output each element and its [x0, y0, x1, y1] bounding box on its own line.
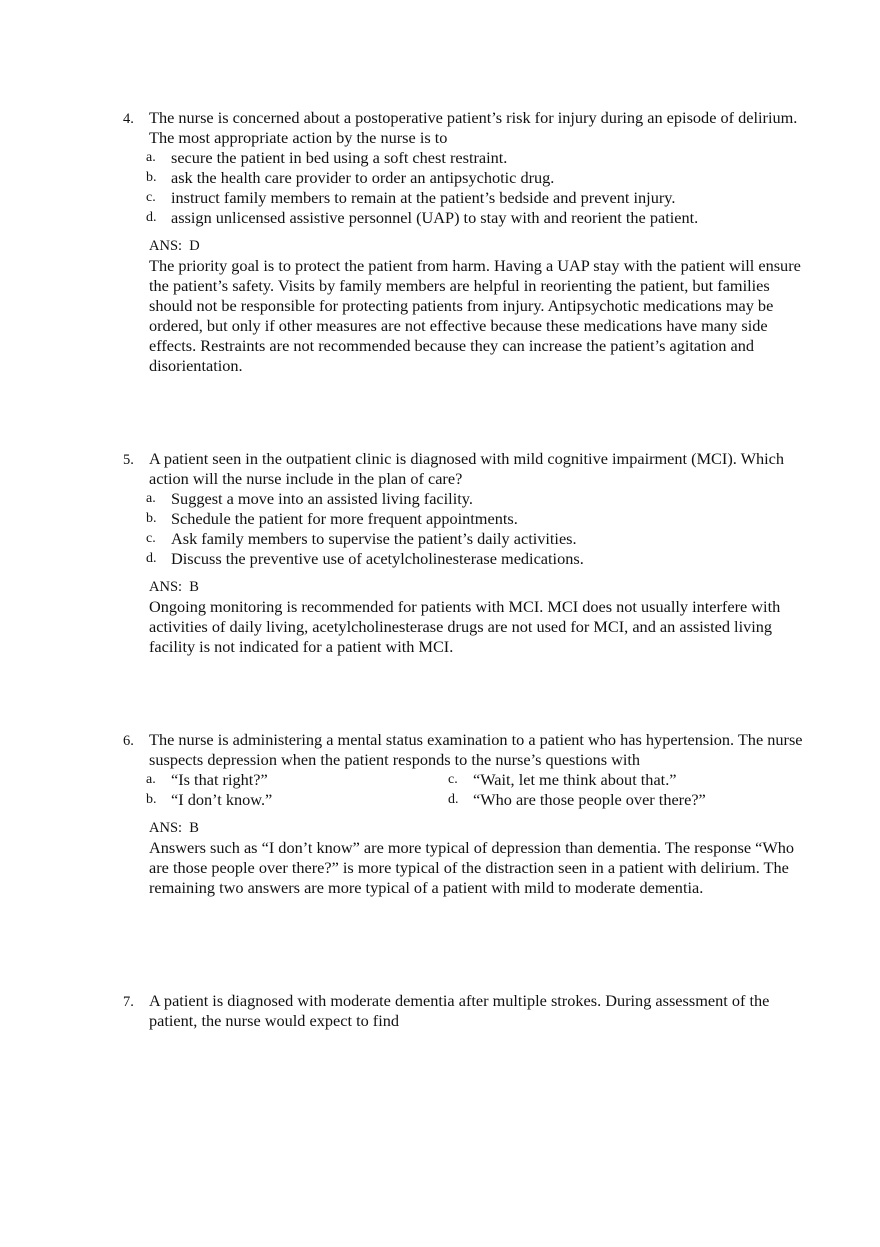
question-6 [0, 730, 880, 898]
option-text: “I don’t know.” [171, 790, 273, 809]
option-letter: a. [146, 772, 156, 787]
question-text: The nurse is administering a mental status examination to a patient who has hypertension. The nurse suspects depression when the patient responds to the nurse’s questions with [149, 730, 803, 769]
option-text: secure the patient in bed using a soft chest restraint. [171, 148, 508, 167]
answer-label: ANS: [149, 579, 183, 595]
rationale-text: Answers such as “I don’t know” are more typical of depression than dementia. The response “Who are those people over there?” is more typical of the distraction seen in a patient with delirium. The remaining two answers are more typical of a patient with mild to moderate dementia. [149, 838, 795, 897]
rationale-text: Ongoing monitoring is recommended for patients with MCI. MCI does not usually interfere with activities of daily living, acetylcholinesterase drugs are not used for MCI, and an assisted living facility is not indicated for a patient with MCI. [149, 597, 781, 656]
option-b [146, 790, 473, 810]
question-text: The nurse is concerned about a postoperative patient’s risk for injury during an episode of delirium. The most appropriate action by the nurse is to [149, 108, 798, 147]
option-c [146, 529, 811, 549]
option-d [146, 549, 811, 569]
option-letter: c. [146, 190, 156, 205]
question-stem [123, 730, 809, 770]
answer-label: ANS: [149, 820, 183, 836]
option-c [448, 770, 811, 790]
answer-block [149, 577, 809, 657]
question-number: 5. [123, 452, 134, 468]
option-a [146, 770, 473, 790]
option-a [146, 489, 811, 509]
option-letter: b. [146, 792, 157, 807]
answer-options [146, 770, 811, 810]
answer-block [149, 236, 809, 376]
option-text: “Wait, let me think about that.” [473, 770, 677, 789]
option-d [146, 208, 811, 228]
answer-key: B [189, 579, 199, 595]
answer-line [149, 236, 809, 256]
question-number: 4. [123, 111, 134, 127]
question-text: A patient seen in the outpatient clinic is diagnosed with mild cognitive impairment (MCI). Which action will the nurse include in the plan of care? [149, 449, 784, 488]
option-letter: b. [146, 170, 157, 185]
question-stem [123, 991, 809, 1031]
option-text: “Who are those people over there?” [473, 790, 706, 809]
option-c [146, 188, 811, 208]
question-4 [0, 108, 880, 376]
answer-line [149, 577, 809, 597]
question-5 [0, 449, 880, 657]
question-number: 7. [123, 994, 134, 1010]
question-number: 6. [123, 733, 134, 749]
option-letter: b. [146, 511, 157, 526]
option-letter: a. [146, 491, 156, 506]
option-text: Ask family members to supervise the patient’s daily activities. [171, 529, 577, 548]
option-letter: d. [146, 551, 157, 566]
option-letter: d. [146, 210, 157, 225]
option-text: instruct family members to remain at the patient’s bedside and prevent injury. [171, 188, 676, 207]
question-text: A patient is diagnosed with moderate dementia after multiple strokes. During assessment of the patient, the nurse would expect to find [149, 991, 770, 1030]
option-d [448, 790, 811, 810]
answer-key: D [189, 238, 200, 254]
rationale-text: The priority goal is to protect the patient from harm. Having a UAP stay with the patient will ensure the patient’s safety. Visits by family members are helpful in reorienting the patient, but families should not be responsible for protecting patients from injury. Antipsychotic medications may be ordered, but only if other measures are not effective because these medications have many side effects. Restraints are not recommended because they can increase the patient’s agitation and disorientation. [149, 256, 801, 375]
answer-line [149, 818, 809, 838]
question-stem [123, 108, 809, 148]
option-text: Schedule the patient for more frequent appointments. [171, 509, 518, 528]
option-letter: c. [448, 772, 458, 787]
question-stem [123, 449, 809, 489]
option-text: Suggest a move into an assisted living facility. [171, 489, 473, 508]
answer-block [149, 818, 809, 898]
question-7 [0, 991, 880, 1031]
option-letter: c. [146, 531, 156, 546]
option-text: “Is that right?” [171, 770, 268, 789]
option-letter: a. [146, 150, 156, 165]
option-b [146, 509, 811, 529]
option-b [146, 168, 811, 188]
answer-label: ANS: [149, 238, 183, 254]
option-text: assign unlicensed assistive personnel (UAP) to stay with and reorient the patient. [171, 208, 699, 227]
answer-key: B [189, 820, 199, 836]
answer-options [146, 489, 811, 569]
option-letter: d. [448, 792, 459, 807]
answer-options [146, 148, 811, 228]
option-text: Discuss the preventive use of acetylcholinesterase medications. [171, 549, 584, 568]
option-a [146, 148, 811, 168]
option-text: ask the health care provider to order an antipsychotic drug. [171, 168, 555, 187]
